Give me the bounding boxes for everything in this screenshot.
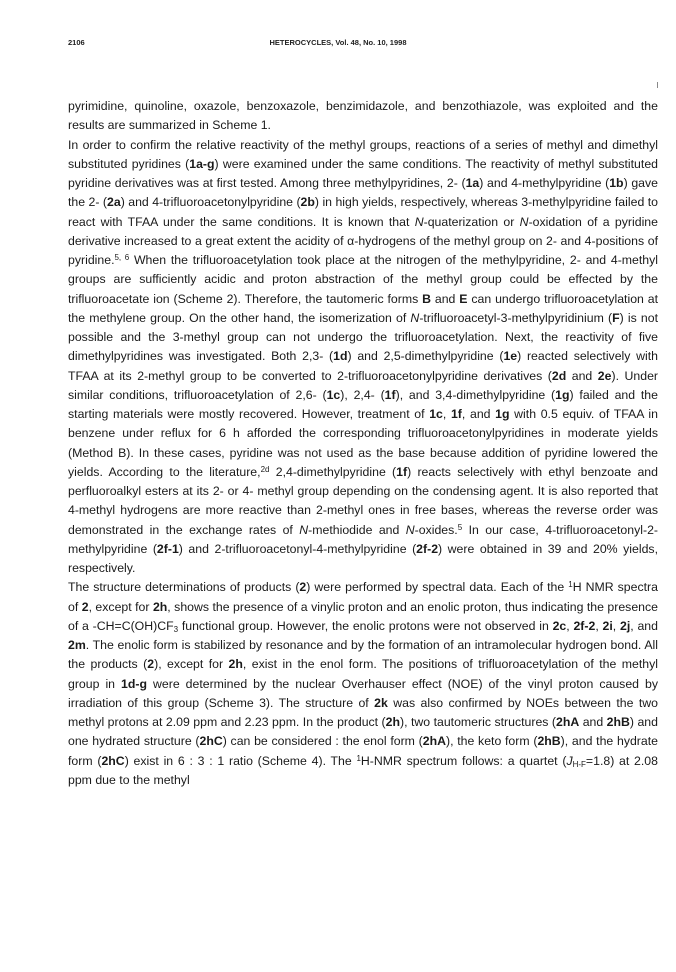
compound-label: 2m <box>68 638 86 652</box>
text-run: ) reacts selectively with ethyl benzoate and perfluoroalkyl esters at its 2- or 4- methyl group depending on the condensing agent. It is also reported that 4-methyl hydrogens are more reactive than 2-methyl ones in free bases, whereas the reverse order was demonstrated in the exchange rates of <box>68 464 658 537</box>
text-run: -oxidation of a pyridine derivative increased to a great extent the acidity of α-hydrogens of the methyl group on 2- and 4-positions of pyridine. <box>68 214 658 267</box>
text-run: functional group. However, the enolic protons were not observed in <box>178 618 553 633</box>
isotope-superscript: 1 <box>356 753 361 763</box>
text-run: -methiodide and <box>308 522 406 537</box>
compound-label: 1c <box>429 407 443 421</box>
compound-label: 1c <box>326 387 341 402</box>
compound-label: 2hC <box>199 734 223 749</box>
text-run: , and <box>461 407 496 421</box>
compound-label: 2f-2 <box>573 618 596 633</box>
compound-label: 2a <box>107 195 121 210</box>
text-run: =1.8) at 2.08 ppm due to the methyl <box>68 753 658 787</box>
text-run: -trifluoroacetyl-3-methylpyridinium ( <box>419 310 613 325</box>
compound-label: 1g <box>555 387 570 402</box>
text-run: ) exist in 6 : 3 : 1 ratio (Scheme 4). The <box>124 753 357 768</box>
text-run: ) and 4-methylpyridine ( <box>479 176 610 190</box>
text-run: ), and 3,4-dimethylpyridine ( <box>395 387 556 402</box>
text-run: and <box>579 715 607 729</box>
text-run: with 0.5 equiv. of TFAA in benzene under reflux for 6 h afforded the corresponding trifluoroacetonylpyridines in moderate yields (Method B). In these cases, pyridine was not used as the base because addition of pyridine lowered the yields. According to the literature, <box>68 407 658 479</box>
compound-label: 2d <box>551 368 567 383</box>
text-run: , <box>566 618 574 633</box>
text-run: H-NMR spectrum follows: a quartet ( <box>360 753 567 768</box>
page-header <box>0 38 676 52</box>
text-run: ), except for <box>154 657 229 672</box>
compound-label: 2k <box>374 695 388 710</box>
body-text <box>68 97 658 790</box>
text-run: ). Under similar conditions, trifluoroacetylation of 2,6- ( <box>68 368 659 402</box>
running-head: HETEROCYCLES, Vol. 48, No. 10, 1998 <box>269 38 407 47</box>
text-run: The structure determinations of products ( <box>68 580 300 595</box>
compound-label: 2 <box>299 580 307 595</box>
text-run: were determined by the nuclear Overhauser effect (NOE) of the vinyl proton caused by irradiation of this group (Scheme 3). The structure of <box>68 676 659 710</box>
text-run: ) and one hydrated structure ( <box>68 715 658 749</box>
compound-label: 2 <box>81 599 89 614</box>
text-run: and <box>431 291 460 306</box>
isotope-superscript: 1 <box>568 580 573 590</box>
text-run: ), 2,4- ( <box>340 387 385 402</box>
text-run: , <box>595 618 603 633</box>
italic-text: N <box>299 522 309 537</box>
margin-rule <box>657 82 658 88</box>
text-run: ) gave the 2- ( <box>68 176 658 210</box>
text-run: 2,4-dimethylpyridine ( <box>269 464 397 479</box>
text-run: and <box>566 368 598 383</box>
text-run: , except for <box>88 599 153 614</box>
compound-label: 2hB <box>606 715 630 729</box>
compound-label: 2hA <box>556 715 580 729</box>
text-run: , <box>442 407 451 421</box>
page-number: 2106 <box>68 38 85 47</box>
compound-label: 2h <box>385 715 401 729</box>
text-run: In order to confirm the relative reactivity of the methyl groups, reactions of a series of methyl and dimethyl substituted pyridines ( <box>68 137 658 171</box>
compound-label: 2 <box>147 657 155 672</box>
compound-label: 2f-2 <box>416 541 439 556</box>
text-run: ) in high yields, respectively, whereas 3-methylpyridine failed to react with TFAA under the same conditions. It is known that <box>68 195 658 229</box>
text-run: ), the keto form ( <box>445 734 538 749</box>
compound-label: F <box>612 310 620 325</box>
paragraph-1 <box>68 97 658 136</box>
compound-label: B <box>422 291 431 306</box>
compound-label: 2hA <box>422 734 446 749</box>
citation-superscript: 5, 6 <box>114 253 130 262</box>
text-run: pyrimidine, quinoline, oxazole, benzoxazole, benzimidazole, and benzothiazole, was exploited and the results are summarized in Scheme 1. <box>68 99 658 133</box>
paragraph-2 <box>68 136 658 579</box>
compound-label: 2b <box>300 195 315 210</box>
compound-label: 2j <box>620 618 631 633</box>
compound-label: 2e <box>597 368 612 383</box>
compound-label: 1g <box>495 407 510 421</box>
compound-label: 2hB <box>537 734 561 749</box>
text-run: , exist in the enol form. The positions of trifluoroacetylation of the methyl group in <box>68 657 658 691</box>
compound-label: 1a <box>465 176 480 190</box>
text-run: -quaterization or <box>423 214 520 229</box>
text-run: ) were examined under the same conditions. The reactivity of methyl substituted pyridine derivatives was at first tested. Among three methylpyridines, 2- ( <box>68 156 658 190</box>
citation-superscript: 2d <box>260 464 270 474</box>
paragraph-3 <box>68 578 658 790</box>
italic-text: N <box>414 214 424 229</box>
compound-label: 2c <box>552 618 567 633</box>
compound-label: 2h <box>152 599 168 614</box>
compound-label: 1e <box>503 349 518 364</box>
text-run: ) is not possible and the 3-methyl group can not undergo the trifluoroacetylation. Next, the reactivity of five dimethylpyridines was investigated. Both 2,3- ( <box>68 310 658 364</box>
italic-text: J <box>566 753 573 768</box>
text-run: ) failed and the starting materials were mostly recovered. However, treatment of <box>68 387 658 421</box>
text-run: , and <box>630 618 658 633</box>
text-run: ) can be considered : the enol form ( <box>222 734 423 749</box>
compound-label: 2h <box>228 657 243 672</box>
text-run: ) and 2-trifluoroacetonyl-4-methylpyridine ( <box>178 541 417 556</box>
italic-text: N <box>410 310 420 325</box>
text-run: , <box>612 618 620 633</box>
text-run: ) were performed by spectral data. Each of the <box>306 580 569 595</box>
text-run: can undergo trifluoroacetylation at the methylene group. On the other hand, the isomerization of <box>68 291 659 325</box>
italic-text: N <box>405 522 415 537</box>
text-run: ) were obtained in 39 and 20% yields, respectively. <box>68 541 658 575</box>
text-run: was also confirmed by NOEs between the two methyl protons at 2.09 ppm and 2.23 ppm. In the product ( <box>68 695 658 729</box>
compound-label: 1f <box>396 464 408 479</box>
italic-text: N <box>519 214 529 229</box>
text-run: ), two tautomeric structures ( <box>400 715 556 729</box>
text-run: H NMR spectra of <box>68 580 658 614</box>
text-run: , shows the presence of a vinylic proton and an enolic proton, thus indicating the presence of a -CH=C(OH)CF <box>68 599 658 633</box>
subscript: 3 <box>173 624 179 634</box>
text-run: When the trifluoroacetylation took place at the nitrogen of the methylpyridine, 2- and 4-methyl groups are sufficiently acidic and proton abstraction of the methyl group could be effected by the trifluoroacetate ion (Scheme 2). Therefore, the tautomeric forms <box>68 253 659 306</box>
text-run: -oxides. <box>414 522 458 537</box>
subscript: H-F <box>572 759 586 769</box>
text-run: ), and the hydrate form ( <box>68 734 658 768</box>
citation-superscript: 5 <box>457 522 463 532</box>
text-run: . The enolic form is stabilized by resonance and by the formation of an intramolecular hydrogen bond. All the products ( <box>68 638 658 672</box>
compound-label: 1a-g <box>189 156 215 171</box>
compound-label: 1b <box>609 176 624 190</box>
compound-label: 1f <box>450 407 462 421</box>
text-run: ) and 2,5-dimethylpyridine ( <box>347 349 504 364</box>
text-run: In our case, 4-trifluoroacetonyl-2-methylpyridine ( <box>68 522 659 556</box>
compound-label: 1f <box>384 387 396 402</box>
compound-label: 2f-1 <box>156 541 179 556</box>
text-run: ) reacted selectively with TFAA at its 2-methyl group to be converted to 2-trifluoroacetonylpyridine derivatives ( <box>68 349 659 383</box>
compound-label: 2hC <box>101 753 125 768</box>
text-run: ) and 4-trifluoroacetonylpyridine ( <box>120 195 301 210</box>
compound-label: 1d-g <box>121 676 147 691</box>
compound-label: E <box>459 291 468 306</box>
compound-label: 2i <box>602 618 613 633</box>
compound-label: 1d <box>333 349 348 364</box>
